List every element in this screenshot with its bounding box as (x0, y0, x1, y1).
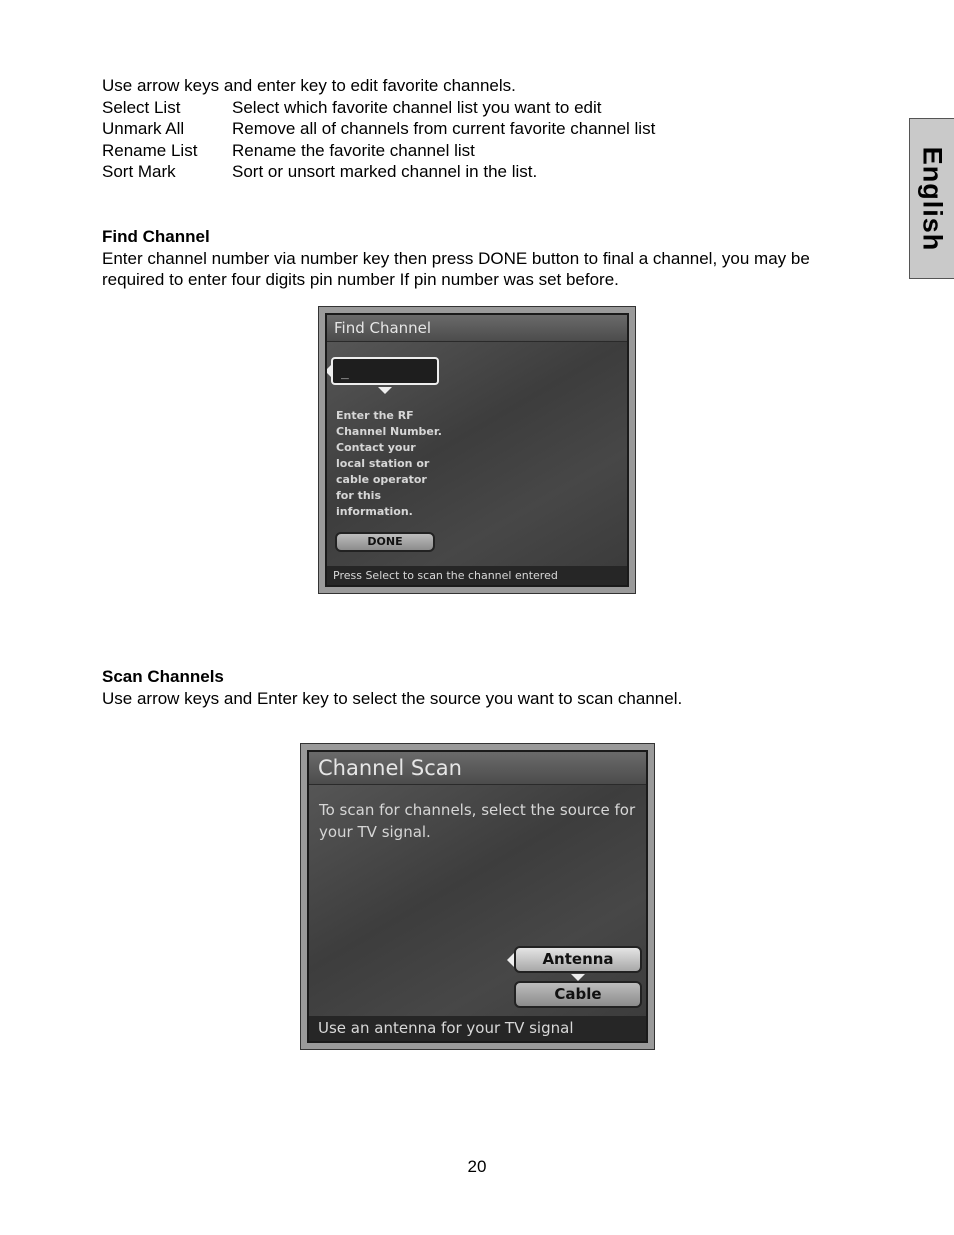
find-channel-body: Enter channel number via number key then press DONE button to final a channel, you may be required to enter four digits pin number If pin number was set before. (102, 248, 810, 289)
help-line: Contact your (336, 441, 416, 454)
message-line: To scan for channels, select the source for (319, 801, 636, 819)
option-desc: Sort or unsort marked channel in the list. (232, 162, 538, 181)
option-key: Sort Mark (102, 162, 176, 181)
language-tab (909, 118, 954, 279)
help-line: Enter the RF (336, 409, 414, 422)
message-line: your TV signal. (319, 823, 431, 841)
scan-channels-body: Use arrow keys and Enter key to select the source you want to scan channel. (102, 688, 683, 708)
find-channel-screen (325, 313, 629, 587)
find-channel-help (336, 408, 442, 520)
cable-button[interactable]: Cable (514, 981, 642, 1008)
option-row (102, 97, 655, 119)
help-line: cable operator (336, 473, 427, 486)
option-desc: Select which favorite channel list you want to edit (232, 97, 602, 117)
option-row (102, 118, 655, 140)
option-row (102, 161, 655, 183)
page-number: 20 (467, 1157, 487, 1176)
antenna-button[interactable]: Antenna (514, 946, 642, 973)
help-line: Channel Number. (336, 425, 442, 438)
channel-scan-dialog (300, 743, 655, 1050)
option-row (102, 140, 655, 162)
channel-scan-screen (307, 750, 648, 1043)
help-line: information. (336, 505, 413, 518)
channel-scan-footer: Use an antenna for your TV signal (309, 1016, 646, 1041)
option-key: Unmark All (102, 119, 185, 138)
option-desc: Remove all of channels from current favorite channel list (232, 119, 656, 138)
intro-section (102, 75, 655, 183)
find-channel-section (102, 226, 832, 291)
scan-channels-section (102, 666, 832, 709)
channel-scan-message (319, 799, 635, 843)
channel-scan-dialog-title: Channel Scan (309, 752, 646, 785)
pointer-left-icon (507, 953, 514, 967)
option-key: Select List (102, 97, 181, 117)
option-desc: Rename the favorite channel list (232, 140, 475, 160)
find-channel-dialog-title: Find Channel (327, 315, 627, 342)
find-channel-footer: Press Select to scan the channel entered (327, 566, 627, 585)
option-key: Rename List (102, 140, 198, 160)
language-tab-label: English (917, 146, 948, 251)
intro-line: Use arrow keys and enter key to edit favorite channels. (102, 76, 516, 95)
pointer-down-icon (571, 974, 585, 981)
done-button[interactable]: DONE (335, 532, 435, 552)
pointer-down-icon (378, 387, 392, 394)
channel-number-input[interactable]: _ (331, 357, 439, 385)
help-line: local station or (336, 457, 430, 470)
find-channel-dialog (318, 306, 636, 594)
scan-channels-heading: Scan Channels (102, 667, 224, 686)
find-channel-heading: Find Channel (102, 227, 210, 246)
help-line: for this (336, 489, 382, 502)
